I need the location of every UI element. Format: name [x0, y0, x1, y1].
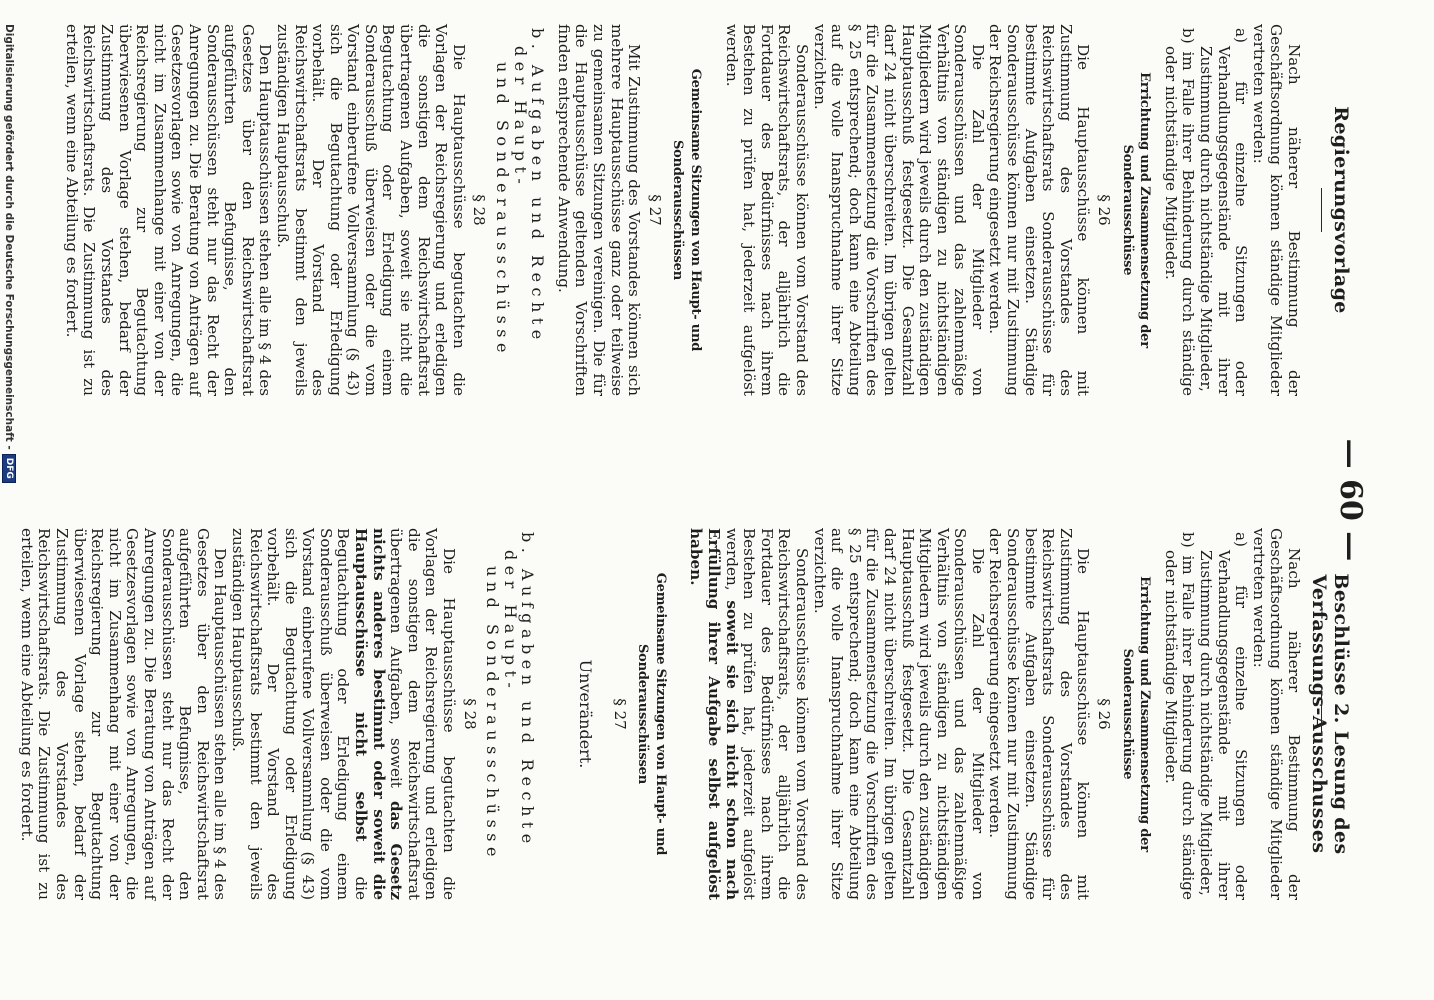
dfg-logo: DFG	[2, 454, 16, 483]
right-p28-text-2: Den Hauptausschüssen stehen alle im § 4 des Gesetzes über den Reichswirtschaftsrat aufgeführten Befugnisse, den Sonderausschüssen steht nur das Recht der Anregungen zu. Die Beratung von Anträgen auf Gesetzesvorlagen sowie von Anregungen, die nicht im Zusammenhang mit einer von der Reichsregierung zur Begutachtung überwiesenen Vorlage stehen, bedarf der Zustimmung des Vorstandes des Reichswirtschaftsrats. Die Zustimmung ist zu erteilen, wenn eine Abteilung es fordert.	[17, 528, 230, 900]
right-section-heading-gemeinsame-sitzungen: Gemeinsame Sitzungen von Haupt- und Sonderausschüssen	[635, 572, 668, 856]
left-section-heading-sonderausschuesse: Errichtung und Zusammensetzung der Sonderausschüsse	[1119, 72, 1153, 348]
left-p26-text-1: Die Hauptausschüsse können mit Zustimmung des Vorstandes des Reichswirtschaftsrats Sonderausschüsse für bestimmte Aufgaben einsetzen. Ständige Sonderausschüsse können nur mit Zustimmung der Reichsregierung eingesetzt werden.	[986, 24, 1093, 396]
right-section-b-title-line1: b. Aufgaben und Rechte der Haupt-	[500, 532, 538, 849]
right-p26-text-3	[687, 528, 810, 900]
right-intro: Nach näherer Bestimmung der Geschäftsordnung können ständige Mitglieder vertreten werden:	[1249, 528, 1303, 900]
right-p26-text-3-regular: Sonderausschüsse können vom Vorstand des Reichswirtschaftsrats, der alljährlich die Fortdauer des Bedürfnisses nach ihrem Bestehen zu prüfen hat, jederzeit aufgelöst werden,	[722, 528, 811, 900]
left-item-a: a) für einzelne Sitzungen oder Verhandlungsgegenstände mit ihrer Zustimmung durch nichtständige Mitglieder,	[1197, 28, 1251, 396]
left-p28-text-2: Den Hauptausschüssen stehen alle im § 4 des Gesetzes über den Reichswirtschaftsrat aufgeführten Befugnisse, den Sonderausschüssen steht nur das Recht der Anregungen zu. Die Beratung von Anträgen auf Gesetzesvorlagen sowie von Anregungen, die nicht im Zusammenhange mit einer von der Reichsregierung zur Begutachtung überwiesenen Vorlage stehen, bedarf der Zustimmung des Vorstandes des Reichswirtschaftsrats. Die Zustimmung ist zu erteilen, wenn eine Abteilung es fordert.	[62, 24, 275, 396]
right-column-header: Beschlüsse 2. Lesung des Verfassungs-Ausschusses	[1308, 573, 1352, 855]
left-intro: Nach näherer Bestimmung der Geschäftsordnung können ständige Mitglieder vertreten werden:	[1249, 24, 1303, 396]
page-number: — 60 —	[1333, 438, 1368, 562]
left-p26-text-3: Sonderausschüsse können vom Vorstand des Reichswirtschaftsrats, der alljährlich die Fortdauer des Bedürfnisses nach ihrem Bestehen zu prüfen hat, jederzeit aufgelöst werden.	[722, 24, 811, 396]
left-p28-text-1: Die Hauptausschüsse begutachten die Vorlagen der Reichsregierung und erledigen die sonstigen dem Reichswirtschaftsrat übertragenen Aufgaben, soweit sie nicht die Begutachtung oder Erledigung einem Sonderausschuß überweisen oder die vom Vorstand einberufene Vollversammlung (§ 43) sich die Begutachtung oder Erledigung vorbehält. Der Vorstand des Reichswirtschaftsrats bestimmt den jeweils zuständigen Hauptausschuß.	[273, 24, 468, 396]
right-item-b: b) im Falle ihrer Behinderung durch ständige oder nichtständige Mitglieder.	[1161, 532, 1198, 900]
left-column-header: Regierungsvorlage	[1330, 106, 1352, 314]
left-section-b-title-line1: b. Aufgaben und Rechte der Haupt-	[510, 28, 548, 345]
right-paragraph-28-number: § 28	[460, 698, 479, 730]
right-p26-text-1: Die Hauptausschüsse können mit Zustimmung des Vorstandes des Reichswirtschaftsrats Sonderausschüsse für bestimmte Aufgaben einsetzen. Ständige Sonderausschüsse können nur mit Zustimmung der Reichsregierung eingesetzt werden.	[986, 528, 1093, 900]
left-column	[62, 24, 1302, 396]
right-p26-text-3-amendment: soweit sie sich nicht schon nach Erfüllung ihrer Aufgabe selbst aufgelöst haben.	[687, 528, 741, 900]
left-item-b: b) im Falle ihrer Behinderung durch ständige oder nichtständige Mitglieder.	[1161, 28, 1198, 396]
footer-credit-text: Digitalisierung gefördert durch die Deutsche Forschungsgemeinschaft -	[3, 24, 15, 450]
right-p28-text-1-regular: Die Hauptausschüsse begutachten die Vorlagen der Reichsregierung und erledigen die sonstigen dem Reichswirtschaftsrat übertragenen Aufgaben, soweit	[387, 528, 459, 900]
left-section-b-title-line2: und Sonderausschüsse	[493, 62, 513, 358]
left-p26-text-2: Die Zahl der Mitglieder von Sonderausschüssen und das zahlenmäßige Verhältnis von ständigen zu nichtständigen Mitgliedern wird jeweils durch den zuständigen Hauptausschuß festgesetzt. Die Gesamtzahl darf 24 nicht überschreiten. Im übrigen gelten für die Zusammensetzung die Vorschriften des § 25 entsprechend; doch kann eine Abteilung auf die volle Inanspruchnahme ihrer Sitze verzichten.	[810, 24, 987, 396]
left-paragraph-26-number: § 26	[1095, 194, 1114, 226]
digitization-footer	[2, 24, 16, 974]
left-p27-text: Mit Zustimmung des Vorstandes können sich mehrere Hauptausschüsse ganz oder teilweise zu gemeinsamen Sitzungen vereinigen. Die für die Hauptausschüsse geltenden Vorschriften finden entsprechende Anwendung.	[554, 24, 644, 396]
left-header-rule	[1321, 188, 1322, 232]
right-p28-text-1	[228, 528, 457, 900]
right-section-heading-sonderausschuesse: Errichtung und Zusammensetzung der Sonderausschüsse	[1119, 576, 1153, 852]
right-section-b-title-line2: und Sonderausschüsse	[483, 566, 503, 862]
right-column	[17, 528, 1302, 900]
right-header-rule	[1321, 692, 1322, 736]
right-paragraph-27-number: § 27	[610, 698, 629, 730]
right-item-a: a) für einzelne Sitzungen oder Verhandlungsgegenstände mit ihrer Zustimmung durch nichtständige Mitglieder,	[1197, 532, 1251, 900]
right-p28-text-1-amendment: das Gesetz nichts anderes bestimmt oder soweit die Hauptausschüsse nicht selbst	[352, 528, 406, 900]
right-p26-text-2: Die Zahl der Mitglieder von Sonderausschüssen und das zahlenmäßige Verhältnis von ständigen zu nichtständigen Mitgliedern wird jeweils durch den zuständigen Hauptausschuß festgesetzt. Die Gesamtzahl darf 24 nicht überschreiten. Im übrigen gelten für die Zusammensetzung die Vorschriften des § 25 entsprechend; doch kann eine Abteilung auf die volle Inanspruchnahme ihrer Sitze verzichten.	[810, 528, 987, 900]
left-section-heading-gemeinsame-sitzungen: Gemeinsame Sitzungen von Haupt- und Sonderausschüssen	[670, 68, 703, 352]
left-paragraph-28-number: § 28	[470, 194, 489, 226]
right-paragraph-26-number: § 26	[1095, 698, 1114, 730]
right-p27-unchanged: Unverändert.	[576, 659, 596, 769]
left-paragraph-27-number: § 27	[645, 194, 664, 226]
right-p28-text-1-rest: die Begutachtung oder Erledigung einem Sonderausschuß überweisen oder die vom Vorstand einberufene Vollversammlung (§ 43) sich die Begutachtung oder Erledigung vorbehält. Der Vorstand des Reichswirtschaftsrats bestimmt den jeweils zuständigen Hauptausschuß.	[228, 528, 371, 901]
